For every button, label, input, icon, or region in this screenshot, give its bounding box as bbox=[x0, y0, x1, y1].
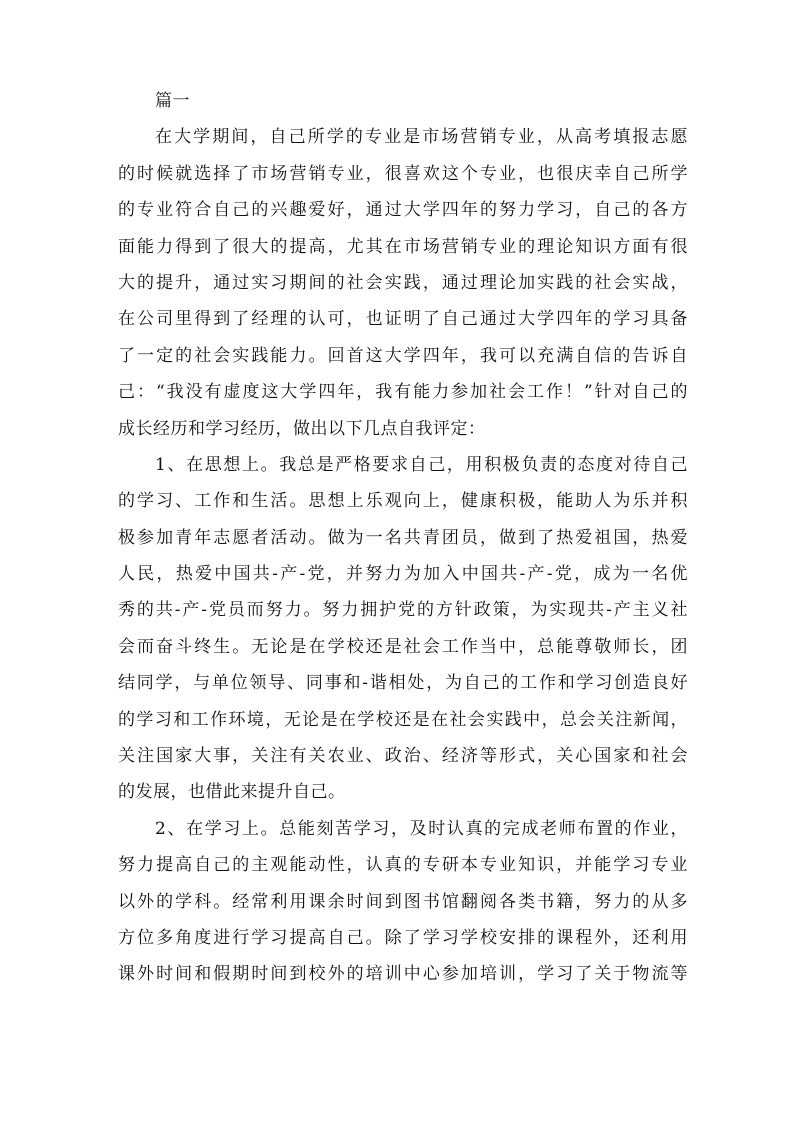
text-line: 的学习和工作环境，无论是在学校还是在社会实践中，总会关注新闻， bbox=[118, 709, 688, 730]
paragraph-thought bbox=[118, 447, 688, 811]
paragraph-intro bbox=[118, 119, 688, 447]
text-line: 以外的学科。经常利用课余时间到图书馆翻阅各类书籍，努力的从多 bbox=[118, 891, 688, 912]
text-line: 的学习、工作和生活。思想上乐观向上，健康积极，能助人为乐并积 bbox=[118, 491, 688, 512]
text-line: 的时候就选择了市场营销专业，很喜欢这个专业，也很庆幸自己所学 bbox=[118, 163, 688, 184]
text-line: 2、在学习上。总能刻苦学习，及时认真的完成老师布置的作业， bbox=[155, 818, 688, 839]
text-line: 极参加青年志愿者活动。做为一名共青团员，做到了热爱祖国，热爱 bbox=[118, 527, 688, 548]
text-line: 结同学，与单位领导、同事和-谐相处，为自己的工作和学习创造良好 bbox=[118, 673, 688, 694]
text-line: 己：“我没有虚度这大学四年，我有能力参加社会工作！”针对自己的 bbox=[118, 382, 688, 403]
text-line: 人民，热爱中国共-产-党，并努力为加入中国共-产-党，成为一名优 bbox=[118, 564, 688, 585]
text-line: 在大学期间，自己所学的专业是市场营销专业，从高考填报志愿 bbox=[155, 127, 688, 148]
text-line: 方位多角度进行学习提高自己。除了学习学校安排的课程外，还利用 bbox=[118, 927, 688, 948]
paragraph-study bbox=[118, 811, 688, 993]
text-line: 面能力得到了很大的提高，尤其在市场营销专业的理论知识方面有很 bbox=[118, 236, 688, 257]
section-heading: 篇一 bbox=[155, 91, 190, 111]
text-line: 课外时间和假期时间到校外的培训中心参加培训，学习了关于物流等 bbox=[118, 964, 688, 985]
text-line: 关注国家大事，关注有关农业、政治、经济等形式，关心国家和社会 bbox=[118, 746, 688, 767]
text-line: 1、在思想上。我总是严格要求自己，用积极负责的态度对待自己 bbox=[155, 454, 688, 475]
text-line: 的发展，也借此来提升自己。 bbox=[118, 782, 346, 803]
text-line: 在公司里得到了经理的认可，也证明了自己通过大学四年的学习具备 bbox=[118, 309, 688, 330]
text-line: 了一定的社会实践能力。回首这大学四年，我可以充满自信的告诉自 bbox=[118, 345, 688, 366]
text-line: 成长经历和学习经历，做出以下几点自我评定： bbox=[118, 418, 486, 439]
text-line: 秀的共-产-党员而努力。努力拥护党的方针政策，为实现共-产主义社 bbox=[118, 600, 688, 621]
text-line: 会而奋斗终生。无论是在学校还是社会工作当中，总能尊敬师长，团 bbox=[118, 636, 688, 657]
text-line: 的专业符合自己的兴趣爱好，通过大学四年的努力学习，自己的各方 bbox=[118, 200, 688, 221]
text-line: 努力提高自己的主观能动性，认真的专研本专业知识，并能学习专业 bbox=[118, 855, 688, 876]
document-body bbox=[118, 83, 688, 993]
text-line: 大的提升，通过实习期间的社会实践，通过理论加实践的社会实战， bbox=[118, 272, 688, 293]
